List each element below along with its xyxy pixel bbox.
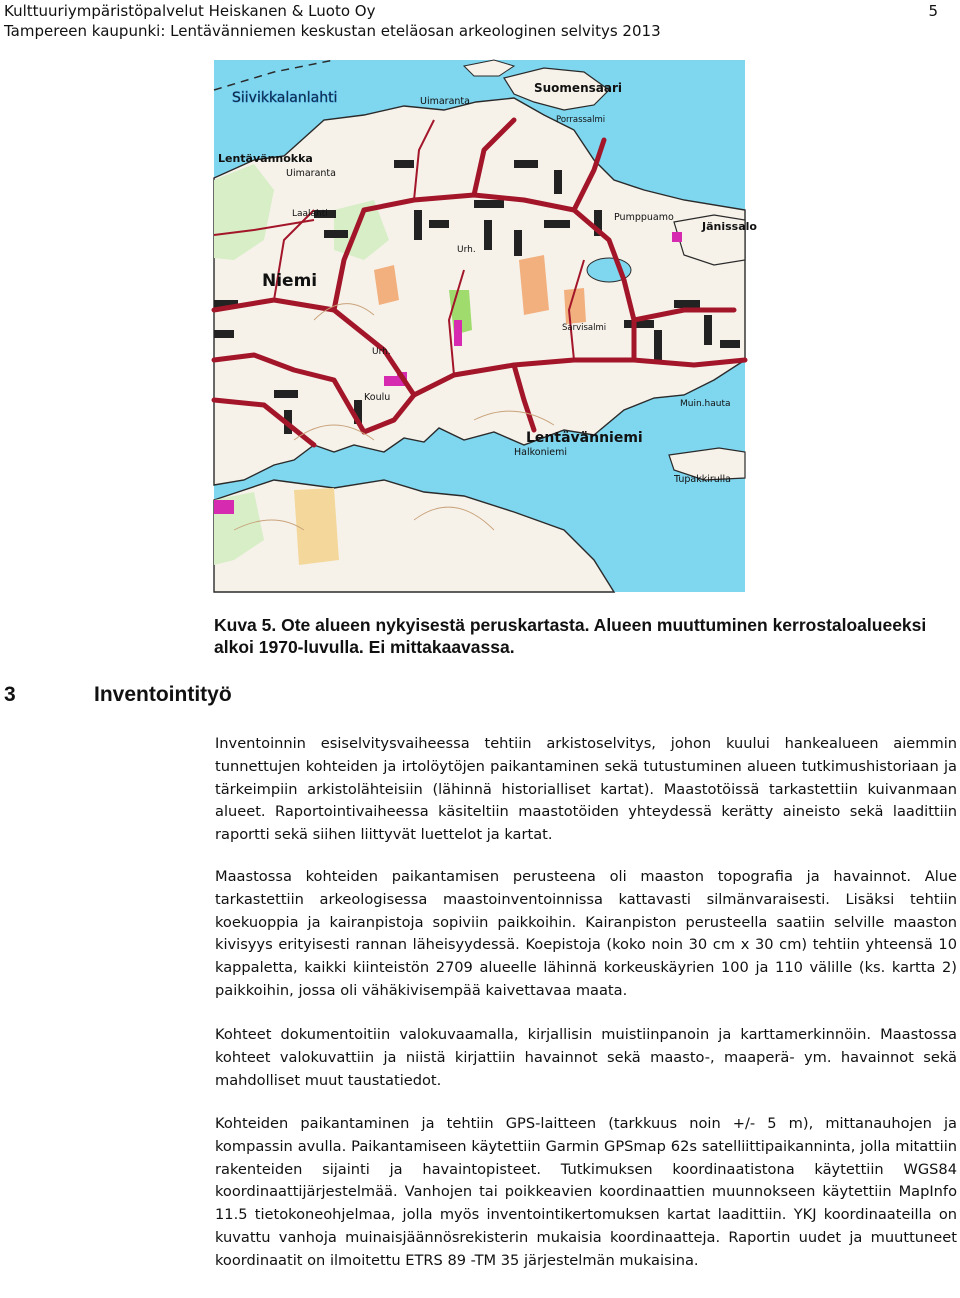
map-label-tupakkirulla: Tupakkirulla: [674, 474, 731, 485]
figure-caption: Kuva 5. Ote alueen nykyisestä peruskartasta. Alueen muuttuminen kerrostaloalueeksi alkoi 1970-luvulla. Ei mittakaavassa.: [214, 615, 927, 657]
map-label-muin-hauta: Muin.hauta: [680, 399, 731, 409]
header-organization: Kulttuuriympäristöpalvelut Heiskanen & Luoto Oy: [4, 2, 376, 20]
paragraph-field-methods: Maastossa kohteiden paikantamisen perusteena oli maaston topografia ja havainnot. Alue tarkastettiin arkeologisessa maastoinventoinnissa kattavasti silmänvaraisesti. Lisäksi tehtiin koekuoppia ja kairanpistoja sopiviin paikkoihin. Kairanpiston perusteella saatiin selville maaston kivisyys erityisesti rannan läheisyydessä. Koepistoja (koko noin 30 cm x 30 cm) tehtiin yhteensä 10 kappaletta, kaikki kiinteistön 2709 alueelle lähinnä korkeuskäyrien 100 ja 110 välille (ks. kartta 2) paikkoihin, jossa oli vähäkivisempää kaivettavaa maata.: [215, 868, 957, 999]
map-label-laalahti: Laalahti: [292, 209, 328, 219]
page-number: 5: [928, 2, 938, 20]
map-label-suomensaari: Suomensaari: [534, 81, 622, 95]
map-label-urh-mid: Urh.: [372, 347, 391, 357]
map-label-lentavannokka: Lentävännokka: [218, 152, 313, 165]
map-label-halkoniemi: Halkoniemi: [514, 447, 567, 458]
map-label-pumppuamo: Pumppuamo: [614, 212, 674, 223]
paragraph-positioning: Kohteiden paikantaminen ja tehtiin GPS-laitteen (tarkkuus noin +/- 5 m), mittanauhojen ja kompassin avulla. Paikantamiseen käytettiin Garmin GPSmap 62s satelliittipaikanninta, jolla mitattiin rakenteiden sijainti ja havaintopisteet. Tutkimuksen koordinaatistona käytettiin WGS84 koordinaattijärjestelmää. Vanhojen tai poikkeavien koordinaattien muunnokseen käytettiin MapInfo 11.5 tietokoneohjelmaa, jolla myös inventointikertomuksen kartat laadittiin. YKJ koordinaateilla on kuvattu vanhoja muinaisjäännösrekisterin mukaisia koordinaatteja. Raportin uudet ja muuttuneet koordinaatit on ilmoitettu ETRS 89 -TM 35 järjestelmän mukaisina.: [215, 1115, 957, 1269]
paragraph-documentation: Kohteet dokumentoitiin valokuvaamalla, kirjallisin muistiinpanoin ja karttamerkinnöin. Maastossa kohteet valokuvattiin ja niistä kirjattiin havainnot sekä maasto-, maaperä- ym. havainnot sekä mahdolliset muut taustatiedot.: [215, 1026, 957, 1089]
map-label-urh-top: Urh.: [457, 245, 476, 255]
section-title: Inventointityö: [94, 683, 232, 706]
map-label-koulu: Koulu: [364, 392, 391, 403]
section-heading: [4, 683, 232, 707]
map-label-janissalo: Jänissalo: [702, 220, 757, 233]
map-label-siivikkalanlahti: Siivikkalanlahti: [232, 90, 338, 106]
base-map-figure: [214, 60, 757, 592]
map-label-porrassalmi: Porrassalmi: [556, 115, 606, 125]
map-label-uimaranta-left: Uimaranta: [286, 168, 336, 179]
map-label-lentavanniemi: Lentävänniemi: [526, 430, 643, 446]
map-label-sarvisalmi: Sarvisalmi: [562, 323, 607, 333]
paragraph-archive-survey: Inventoinnin esiselvitysvaiheessa tehtiin arkistoselvitys, johon kuului hankealueen aiemmin tunnettujen kohteiden ja irtolöytöjen paikantaminen sekä tutustuminen alueen tutkimushistoriaan ja tärkeimpiin arkistolähteisiin (lähinnä historialliset kartat). Maastotöissä tarkastettiin kuivanmaan alueet. Raportointivaiheessa käsiteltiin maastotöiden yhteydessä kerätty aineisto sekä laadittiin raportti sekä siihen liittyvät luettelot ja kartat.: [215, 735, 957, 844]
header-report-title: Tampereen kaupunki: Lentävänniemen keskustan eteläosan arkeologinen selvitys 2013: [4, 22, 661, 40]
map-label-uimaranta-top: Uimaranta: [420, 96, 470, 107]
section-number: 3: [4, 683, 16, 706]
map-label-niemi: Niemi: [262, 271, 318, 291]
